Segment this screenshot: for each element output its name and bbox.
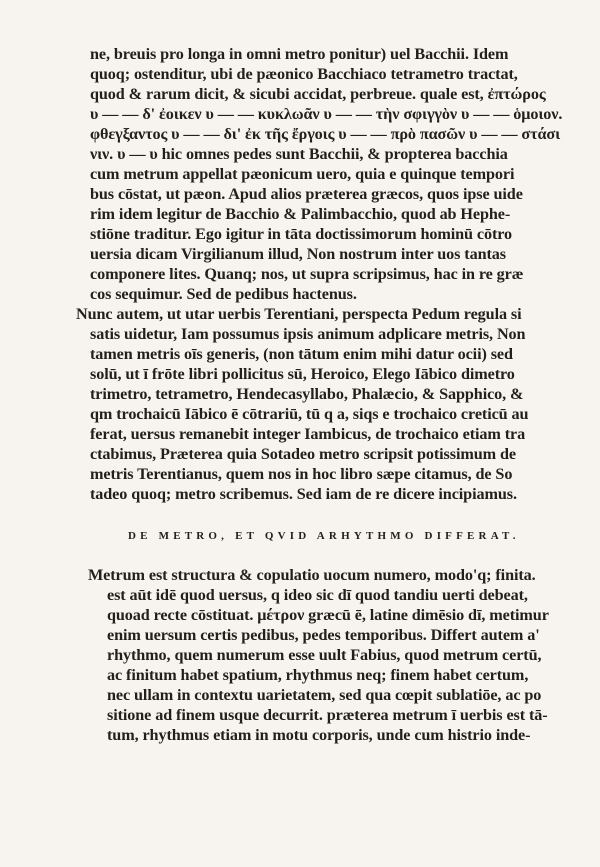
- text-line: Metrum est structura & copulatio uocum numero, modo'q; finita.: [88, 566, 536, 584]
- text-line: quod & rarum dicit, & sicubi accidat, perbreue. quale est, ἐπτώρος: [90, 85, 546, 103]
- text-line: enim uersum certis pedibus, pedes temporibus. Differt autem a': [107, 626, 540, 644]
- text-line: rim idem legitur de Bacchio & Palimbacchio, quod ab Hephe-: [90, 205, 511, 223]
- text-line: νιν. υ — υ hic omnes pedes sunt Bacchii, & propterea bacchia: [90, 145, 508, 163]
- text-line: φθεγξαντος υ — — δι' ἐκ τῆς ἔργοις υ — — πρὸ πασῶν υ — — στάσι: [90, 125, 561, 143]
- paragraph-3: [90, 565, 560, 745]
- text-line: cum metrum appellat pæonicum uero, quia e quinque tempori: [90, 165, 515, 183]
- text-line: ferat, uersus remanebit integer Iambicus, de trochaico etiam tra: [90, 425, 526, 443]
- section-heading: DE METRO, ET QVID ARHYTHMO DIFFERAT.: [128, 530, 520, 542]
- text-line: rhythmo, quem numerum esse uult Fabius, quod metrum certū,: [107, 646, 542, 664]
- text-line: est aūt idē quod uersus, q ideo sic dī quod tandiu uerti debeat,: [107, 586, 528, 604]
- text-line: bus cōstat, ut pæon. Apud alios præterea græcos, quos ipse uide: [90, 185, 523, 203]
- text-line: componere lites. Quanq; nos, ut supra scripsimus, hac in re græ: [90, 265, 524, 283]
- text-line: ne, breuis pro longa in omni metro ponitur) uel Bacchii. Idem: [90, 45, 509, 63]
- text-line: Nunc autem, ut utar uerbis Terentiani, perspecta Pedum regula si: [76, 305, 522, 323]
- text-line: satis uidetur, Iam possumus ipsis animum adplicare metris, Non: [90, 325, 526, 343]
- text-line: stiōne traditur. Ego igitur in tāta doctissimorum hominū cōtro: [90, 225, 513, 243]
- text-line: ctabimus, Præterea quia Sotadeo metro scripsit potissimum de: [90, 445, 516, 463]
- text-line: tadeo quoq; metro scribemus. Sed iam de re dicere incipiamus.: [90, 485, 517, 503]
- text-line: metris Terentianus, quem nos in hoc libro sæpe citamus, de So: [90, 465, 513, 483]
- text-line: quoq; ostenditur, ubi de pæonico Bacchiaco tetrametro tractat,: [90, 65, 518, 83]
- text-line: solū, ut ī frōte libri pollicitus sū, Heroico, Elego Iābico dimetro: [90, 365, 515, 383]
- text-line: sitione ad finem usque decurrit. præterea metrum ī uerbis est tā-: [107, 706, 548, 724]
- text-line: nec ullam in contextu uarietatem, sed qua cœpit sublatiōe, ac po: [107, 686, 542, 704]
- text-line: ac finitum habet spatium, rhythmus neq; finem habet certum,: [107, 666, 529, 684]
- text-line: quoad recte cōstituat. μέτρον græcū ē, latine dimēsio dī, metimur: [107, 606, 549, 624]
- text-line: υ — — δ' ἐοικεν υ — — κυκλωᾶν υ — — τὴν σφιγγὸν υ — — ὁμοιον.: [90, 105, 563, 123]
- text-line: cos sequimur. Sed de pedibus hactenus.: [90, 285, 357, 303]
- text-line: tum, rhythmus etiam in motu corporis, unde cum histrio inde-: [107, 726, 531, 744]
- paragraph-1: [76, 44, 563, 504]
- text-line: trimetro, tetrametro, Hendecasyllabo, Phalæcio, & Sapphico, &: [90, 385, 524, 403]
- text-line: tamen metris oīs generis, (non tātum enim mihi datur ocii) sed: [90, 345, 513, 363]
- text-line: uersia dicam Virgilianum illud, Non nostrum inter uos tantas: [90, 245, 506, 263]
- text-line: qm trochaicū Iābico ē cōtrariū, tū q a, siqs e trochaico creticū au: [90, 405, 529, 423]
